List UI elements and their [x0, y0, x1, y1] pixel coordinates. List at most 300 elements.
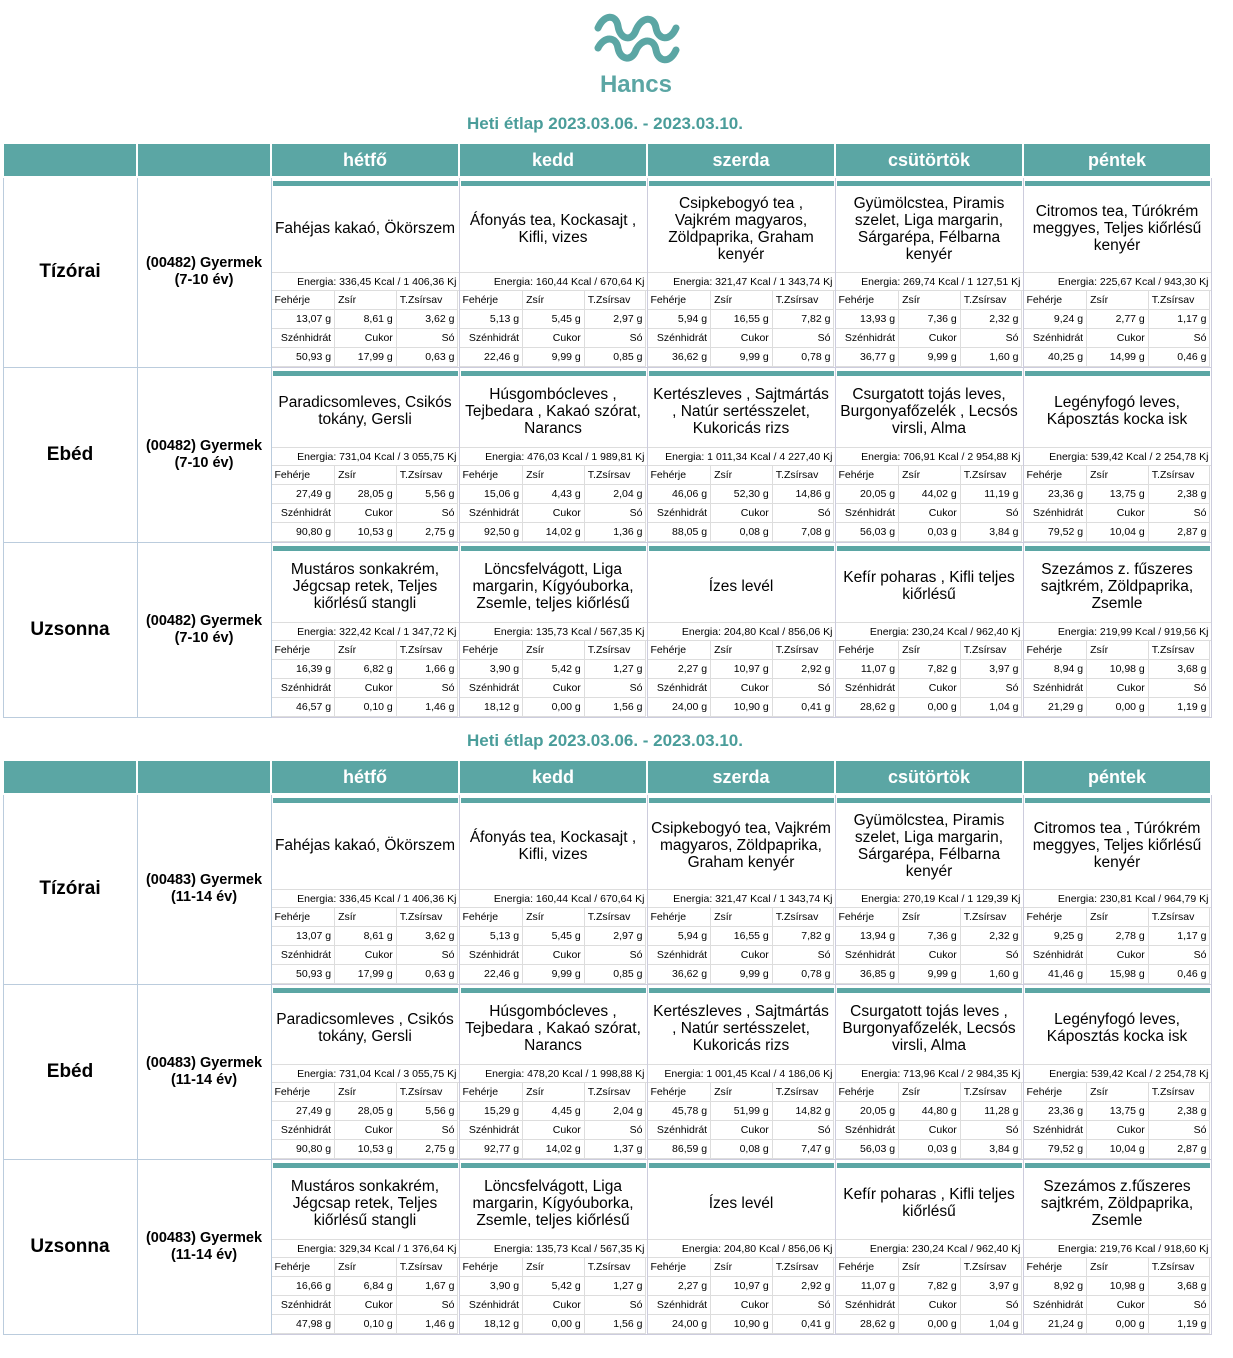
fat-label: Zsír — [335, 1083, 397, 1102]
satfat-value: 2,97 g — [585, 927, 647, 946]
satfat-value: 2,38 g — [1149, 485, 1211, 504]
carb-value: 36,85 g — [836, 965, 900, 984]
energy-value: Energia: 135,73 Kcal / 567,35 Kj — [460, 623, 647, 641]
nutrition-grid — [460, 1258, 647, 1334]
protein-label: Fehérje — [1024, 1083, 1088, 1102]
nutrition-grid — [272, 1083, 459, 1159]
energy-value: Energia: 322,42 Kcal / 1 347,72 Kj — [272, 623, 459, 641]
salt-label: Só — [397, 946, 459, 965]
energy-value: Energia: 204,80 Kcal / 856,06 Kj — [648, 623, 835, 641]
carb-label: Szénhidrát — [836, 1296, 900, 1315]
carb-value: 36,62 g — [648, 965, 712, 984]
carb-label: Szénhidrát — [648, 1121, 712, 1140]
sugar-value: 0,10 g — [335, 698, 397, 717]
carb-label: Szénhidrát — [1024, 1121, 1088, 1140]
energy-value: Energia: 230,81 Kcal / 964,79 Kj — [1024, 890, 1211, 908]
sugar-value: 10,53 g — [335, 1140, 397, 1159]
carb-label: Szénhidrát — [648, 1296, 712, 1315]
salt-value: 0,85 g — [585, 348, 647, 367]
satfat-value: 14,82 g — [773, 1102, 835, 1121]
fat-value: 10,97 g — [711, 660, 773, 679]
satfat-label: T.Zsírsav — [773, 908, 835, 927]
age-group: (00483) Gyermek (11-14 év) — [137, 984, 271, 1159]
nutrition-grid — [1024, 291, 1211, 367]
fat-label: Zsír — [899, 641, 961, 660]
sugar-value: 9,99 g — [899, 965, 961, 984]
energy-value: Energia: 539,42 Kcal / 2 254,78 Kj — [1024, 1065, 1211, 1083]
fat-label: Zsír — [1087, 291, 1149, 310]
carb-value: 36,77 g — [836, 348, 900, 367]
dish-name: Csipkebogyó tea , Vajkrém magyaros, Zöldpaprika, Graham kenyér — [648, 186, 835, 273]
sugar-value: 9,99 g — [523, 965, 585, 984]
menu-cell — [835, 367, 1023, 542]
protein-value: 20,05 g — [836, 485, 900, 504]
age-group: (00482) Gyermek (7-10 év) — [137, 177, 271, 367]
sugar-label: Cukor — [335, 329, 397, 348]
salt-value: 0,46 g — [1149, 965, 1211, 984]
protein-value: 27,49 g — [272, 485, 336, 504]
carb-label: Szénhidrát — [836, 504, 900, 523]
fat-value: 52,30 g — [711, 485, 773, 504]
salt-label: Só — [1149, 1296, 1211, 1315]
satfat-value: 5,56 g — [397, 1102, 459, 1121]
salt-value: 0,63 g — [397, 348, 459, 367]
protein-label: Fehérje — [272, 641, 336, 660]
salt-value: 1,04 g — [961, 698, 1023, 717]
satfat-label: T.Zsírsav — [397, 1258, 459, 1277]
protein-label: Fehérje — [648, 1258, 712, 1277]
protein-value: 2,27 g — [648, 660, 712, 679]
sugar-label: Cukor — [899, 504, 961, 523]
satfat-label: T.Zsírsav — [585, 908, 647, 927]
protein-label: Fehérje — [836, 466, 900, 485]
protein-label: Fehérje — [460, 641, 524, 660]
dish-name: Áfonyás tea, Kockasajt , Kifli, vizes — [460, 803, 647, 890]
sugar-label: Cukor — [899, 329, 961, 348]
sugar-value: 10,04 g — [1087, 523, 1149, 542]
satfat-value: 3,68 g — [1149, 660, 1211, 679]
protein-label: Fehérje — [836, 641, 900, 660]
fat-label: Zsír — [711, 291, 773, 310]
carb-value: 79,52 g — [1024, 1140, 1088, 1159]
protein-value: 23,36 g — [1024, 1102, 1088, 1121]
salt-label: Só — [961, 679, 1023, 698]
sugar-value: 10,90 g — [711, 1315, 773, 1334]
protein-label: Fehérje — [1024, 908, 1088, 927]
energy-value: Energia: 230,24 Kcal / 962,40 Kj — [836, 1240, 1023, 1258]
menu-cell — [271, 542, 459, 717]
carb-label: Szénhidrát — [460, 1296, 524, 1315]
carb-value: 86,59 g — [648, 1140, 712, 1159]
dish-name: Paradicsomleves , Csikós tokány, Gersli — [272, 993, 459, 1065]
energy-value: Energia: 476,03 Kcal / 1 989,81 Kj — [460, 448, 647, 466]
menu-cell — [459, 177, 647, 367]
day-header: szerda — [647, 760, 835, 794]
menu-cell — [835, 984, 1023, 1159]
energy-value: Energia: 713,96 Kcal / 2 984,35 Kj — [836, 1065, 1023, 1083]
meal-row — [3, 794, 1211, 984]
satfat-label: T.Zsírsav — [961, 466, 1023, 485]
carb-value: 24,00 g — [648, 698, 712, 717]
dish-name: Húsgombócleves , Tejbedara , Kakaó szórat, Narancs — [460, 376, 647, 448]
sugar-label: Cukor — [523, 679, 585, 698]
sugar-value: 17,99 g — [335, 965, 397, 984]
satfat-label: T.Zsírsav — [773, 1258, 835, 1277]
sugar-value: 10,53 g — [335, 523, 397, 542]
protein-label: Fehérje — [648, 291, 712, 310]
salt-label: Só — [397, 329, 459, 348]
dish-name: Kertészleves , Sajtmártás , Natúr sertésszelet, Kukoricás rizs — [648, 993, 835, 1065]
satfat-label: T.Zsírsav — [397, 641, 459, 660]
carb-value: 22,46 g — [460, 348, 524, 367]
satfat-label: T.Zsírsav — [585, 1258, 647, 1277]
meal-row — [3, 1159, 1211, 1334]
protein-value: 3,90 g — [460, 1277, 524, 1296]
salt-label: Só — [585, 1121, 647, 1140]
age-group: (00483) Gyermek (11-14 év) — [137, 1159, 271, 1334]
nutrition-grid — [836, 1083, 1023, 1159]
carb-value: 92,50 g — [460, 523, 524, 542]
nutrition-grid — [648, 908, 835, 984]
energy-value: Energia: 269,74 Kcal / 1 127,51 Kj — [836, 273, 1023, 291]
protein-value: 15,29 g — [460, 1102, 524, 1121]
satfat-label: T.Zsírsav — [397, 291, 459, 310]
menu-cell — [647, 984, 835, 1159]
sugar-value: 14,02 g — [523, 523, 585, 542]
protein-label: Fehérje — [1024, 641, 1088, 660]
satfat-value: 2,92 g — [773, 1277, 835, 1296]
menu-section — [2, 759, 1212, 1335]
sugar-label: Cukor — [899, 679, 961, 698]
salt-label: Só — [585, 679, 647, 698]
fat-label: Zsír — [711, 641, 773, 660]
menu-cell — [1023, 984, 1211, 1159]
nutrition-grid — [1024, 466, 1211, 542]
dish-name: Ízes levél — [648, 551, 835, 623]
dish-name: Legényfogó leves, Káposztás kocka isk — [1024, 376, 1211, 448]
salt-label: Só — [961, 946, 1023, 965]
protein-value: 13,07 g — [272, 310, 336, 329]
dish-name: Fahéjas kakaó, Ökörszem — [272, 186, 459, 273]
day-header: kedd — [459, 760, 647, 794]
fat-value: 2,78 g — [1087, 927, 1149, 946]
fat-value: 8,61 g — [335, 310, 397, 329]
salt-value: 0,41 g — [773, 1315, 835, 1334]
sugar-value: 0,10 g — [335, 1315, 397, 1334]
satfat-value: 5,56 g — [397, 485, 459, 504]
carb-value: 40,25 g — [1024, 348, 1088, 367]
nutrition-grid — [836, 641, 1023, 717]
sugar-value: 10,90 g — [711, 698, 773, 717]
energy-value: Energia: 219,76 Kcal / 918,60 Kj — [1024, 1240, 1211, 1258]
menu-cell — [647, 542, 835, 717]
protein-label: Fehérje — [648, 641, 712, 660]
sugar-label: Cukor — [523, 1296, 585, 1315]
protein-label: Fehérje — [460, 291, 524, 310]
satfat-label: T.Zsírsav — [773, 466, 835, 485]
nutrition-grid — [648, 1083, 835, 1159]
satfat-value: 1,67 g — [397, 1277, 459, 1296]
satfat-label: T.Zsírsav — [773, 291, 835, 310]
carb-value: 90,80 g — [272, 1140, 336, 1159]
carb-label: Szénhidrát — [648, 329, 712, 348]
fat-value: 5,42 g — [523, 660, 585, 679]
dish-name: Mustáros sonkakrém, Jégcsap retek, Teljes kiőrlésű stangli — [272, 551, 459, 623]
fat-value: 28,05 g — [335, 1102, 397, 1121]
sugar-label: Cukor — [1087, 946, 1149, 965]
salt-value: 1,04 g — [961, 1315, 1023, 1334]
sugar-label: Cukor — [711, 504, 773, 523]
fat-label: Zsír — [711, 466, 773, 485]
salt-label: Só — [773, 1121, 835, 1140]
fat-label: Zsír — [523, 466, 585, 485]
satfat-value: 7,82 g — [773, 310, 835, 329]
dish-name: Csipkebogyó tea, Vajkrém magyaros, Zöldpaprika, Graham kenyér — [648, 803, 835, 890]
fat-value: 51,99 g — [711, 1102, 773, 1121]
protein-label: Fehérje — [272, 466, 336, 485]
fat-value: 4,45 g — [523, 1102, 585, 1121]
protein-value: 46,06 g — [648, 485, 712, 504]
carb-label: Szénhidrát — [272, 504, 336, 523]
nutrition-grid — [272, 1258, 459, 1334]
satfat-label: T.Zsírsav — [397, 466, 459, 485]
protein-label: Fehérje — [836, 1258, 900, 1277]
dish-name: Szezámos z.fűszeres sajtkrém, Zöldpaprika, Zsemle — [1024, 1168, 1211, 1240]
fat-value: 10,98 g — [1087, 1277, 1149, 1296]
meal-row — [3, 542, 1211, 717]
protein-label: Fehérje — [272, 1083, 336, 1102]
protein-value: 11,07 g — [836, 1277, 900, 1296]
satfat-label: T.Zsírsav — [773, 641, 835, 660]
salt-label: Só — [1149, 329, 1211, 348]
satfat-value: 3,68 g — [1149, 1277, 1211, 1296]
salt-value: 0,78 g — [773, 965, 835, 984]
satfat-value: 1,27 g — [585, 1277, 647, 1296]
protein-value: 23,36 g — [1024, 485, 1088, 504]
menu-cell — [459, 367, 647, 542]
menu-table — [2, 142, 1212, 718]
satfat-value: 1,17 g — [1149, 927, 1211, 946]
protein-value: 15,06 g — [460, 485, 524, 504]
carb-value: 18,12 g — [460, 698, 524, 717]
sugar-value: 0,08 g — [711, 523, 773, 542]
dish-name: Löncsfelvágott, Liga margarin, Kígyóuborka, Zsemle, teljes kiőrlésű — [460, 1168, 647, 1240]
salt-value: 1,46 g — [397, 1315, 459, 1334]
protein-label: Fehérje — [272, 908, 336, 927]
carb-label: Szénhidrát — [1024, 679, 1088, 698]
dish-name: Citromos tea , Túrókrém meggyes, Teljes kiőrlésű kenyér — [1024, 803, 1211, 890]
carb-value: 56,03 g — [836, 1140, 900, 1159]
carb-value: 18,12 g — [460, 1315, 524, 1334]
protein-value: 16,66 g — [272, 1277, 336, 1296]
nutrition-grid — [648, 466, 835, 542]
satfat-label: T.Zsírsav — [585, 1083, 647, 1102]
carb-value: 24,00 g — [648, 1315, 712, 1334]
protein-label: Fehérje — [460, 908, 524, 927]
fat-value: 7,82 g — [899, 1277, 961, 1296]
salt-value: 1,46 g — [397, 698, 459, 717]
carb-value: 28,62 g — [836, 698, 900, 717]
day-header: kedd — [459, 143, 647, 177]
carb-value: 36,62 g — [648, 348, 712, 367]
satfat-value: 1,17 g — [1149, 310, 1211, 329]
menu-cell — [835, 177, 1023, 367]
week-title: Heti étlap 2023.03.06. - 2023.03.10. — [467, 731, 743, 750]
fat-label: Zsír — [335, 291, 397, 310]
carb-label: Szénhidrát — [836, 329, 900, 348]
sugar-label: Cukor — [523, 946, 585, 965]
fat-label: Zsír — [335, 908, 397, 927]
age-group: (00482) Gyermek (7-10 év) — [137, 367, 271, 542]
nutrition-grid — [648, 641, 835, 717]
fat-value: 5,45 g — [523, 927, 585, 946]
fat-value: 28,05 g — [335, 485, 397, 504]
meal-name: Uzsonna — [3, 1159, 137, 1334]
salt-label: Só — [1149, 679, 1211, 698]
salt-value: 0,85 g — [585, 965, 647, 984]
dish-name: Citromos tea, Túrókrém meggyes, Teljes kiőrlésű kenyér — [1024, 186, 1211, 273]
sugar-value: 0,00 g — [523, 1315, 585, 1334]
protein-label: Fehérje — [648, 466, 712, 485]
salt-label: Só — [585, 329, 647, 348]
salt-value: 0,63 g — [397, 965, 459, 984]
sugar-label: Cukor — [523, 1121, 585, 1140]
carb-label: Szénhidrát — [460, 329, 524, 348]
salt-label: Só — [773, 679, 835, 698]
menu-cell — [459, 794, 647, 984]
satfat-label: T.Zsírsav — [961, 1083, 1023, 1102]
carb-value: 50,93 g — [272, 348, 336, 367]
sugar-value: 17,99 g — [335, 348, 397, 367]
protein-label: Fehérje — [1024, 291, 1088, 310]
energy-value: Energia: 731,04 Kcal / 3 055,75 Kj — [272, 448, 459, 466]
carb-value: 21,24 g — [1024, 1315, 1088, 1334]
carb-value: 90,80 g — [272, 523, 336, 542]
sugar-label: Cukor — [335, 504, 397, 523]
menu-cell — [271, 177, 459, 367]
satfat-label: T.Zsírsav — [1149, 1258, 1211, 1277]
fat-value: 16,55 g — [711, 310, 773, 329]
carb-label: Szénhidrát — [1024, 504, 1088, 523]
protein-value: 13,07 g — [272, 927, 336, 946]
header-blank — [3, 143, 137, 177]
day-header: csütörtök — [835, 760, 1023, 794]
carb-value: 56,03 g — [836, 523, 900, 542]
salt-label: Só — [773, 1296, 835, 1315]
meal-row — [3, 367, 1211, 542]
fat-label: Zsír — [523, 908, 585, 927]
carb-value: 28,62 g — [836, 1315, 900, 1334]
protein-value: 16,39 g — [272, 660, 336, 679]
satfat-label: T.Zsírsav — [961, 908, 1023, 927]
carb-label: Szénhidrát — [1024, 946, 1088, 965]
satfat-label: T.Zsírsav — [961, 641, 1023, 660]
energy-value: Energia: 478,20 Kcal / 1 998,88 Kj — [460, 1065, 647, 1083]
fat-value: 8,61 g — [335, 927, 397, 946]
sugar-value: 0,00 g — [523, 698, 585, 717]
protein-label: Fehérje — [460, 1258, 524, 1277]
sugar-label: Cukor — [1087, 1296, 1149, 1315]
satfat-value: 7,82 g — [773, 927, 835, 946]
menu-cell — [835, 794, 1023, 984]
menu-cell — [1023, 177, 1211, 367]
satfat-value: 14,86 g — [773, 485, 835, 504]
nutrition-grid — [836, 908, 1023, 984]
protein-value: 5,13 g — [460, 927, 524, 946]
fat-label: Zsír — [335, 466, 397, 485]
satfat-value: 2,92 g — [773, 660, 835, 679]
protein-label: Fehérje — [460, 1083, 524, 1102]
nutrition-grid — [1024, 641, 1211, 717]
fat-value: 5,42 g — [523, 1277, 585, 1296]
dish-name: Gyümölcstea, Piramis szelet, Liga margarin, Sárgarépa, Félbarna kenyér — [836, 186, 1023, 273]
salt-value: 1,56 g — [585, 698, 647, 717]
salt-value: 1,37 g — [585, 1140, 647, 1159]
sugar-label: Cukor — [335, 1296, 397, 1315]
salt-label: Só — [397, 1296, 459, 1315]
day-header: hétfő — [271, 760, 459, 794]
salt-label: Só — [773, 946, 835, 965]
sugar-label: Cukor — [711, 329, 773, 348]
dish-name: Legényfogó leves, Káposztás kocka isk — [1024, 993, 1211, 1065]
sugar-label: Cukor — [1087, 679, 1149, 698]
satfat-value: 3,62 g — [397, 927, 459, 946]
menu-cell — [1023, 1159, 1211, 1334]
sugar-label: Cukor — [711, 946, 773, 965]
energy-value: Energia: 731,04 Kcal / 3 055,75 Kj — [272, 1065, 459, 1083]
carb-value: 46,57 g — [272, 698, 336, 717]
menu-section — [2, 142, 1212, 718]
satfat-label: T.Zsírsav — [585, 291, 647, 310]
protein-value: 45,78 g — [648, 1102, 712, 1121]
satfat-label: T.Zsírsav — [1149, 641, 1211, 660]
protein-label: Fehérje — [648, 908, 712, 927]
satfat-value: 3,97 g — [961, 1277, 1023, 1296]
salt-label: Só — [961, 1296, 1023, 1315]
satfat-label: T.Zsírsav — [585, 466, 647, 485]
carb-label: Szénhidrát — [1024, 1296, 1088, 1315]
sugar-label: Cukor — [1087, 1121, 1149, 1140]
dish-name: Paradicsomleves, Csikós tokány, Gersli — [272, 376, 459, 448]
satfat-value: 2,38 g — [1149, 1102, 1211, 1121]
fat-value: 6,84 g — [335, 1277, 397, 1296]
satfat-value: 3,97 g — [961, 660, 1023, 679]
menu-cell — [459, 542, 647, 717]
protein-value: 5,13 g — [460, 310, 524, 329]
sugar-value: 0,00 g — [1087, 698, 1149, 717]
energy-value: Energia: 160,44 Kcal / 670,64 Kj — [460, 273, 647, 291]
energy-value: Energia: 204,80 Kcal / 856,06 Kj — [648, 1240, 835, 1258]
energy-value: Energia: 336,45 Kcal / 1 406,36 Kj — [272, 890, 459, 908]
fat-value: 13,75 g — [1087, 485, 1149, 504]
dish-name: Kefír poharas , Kifli teljes kiőrlésű — [836, 551, 1023, 623]
fat-label: Zsír — [899, 908, 961, 927]
menu-cell — [271, 1159, 459, 1334]
day-header: csütörtök — [835, 143, 1023, 177]
satfat-value: 2,04 g — [585, 1102, 647, 1121]
carb-label: Szénhidrát — [272, 329, 336, 348]
sugar-label: Cukor — [711, 1296, 773, 1315]
nutrition-grid — [1024, 1083, 1211, 1159]
energy-value: Energia: 135,73 Kcal / 567,35 Kj — [460, 1240, 647, 1258]
fat-value: 7,36 g — [899, 927, 961, 946]
dish-name: Áfonyás tea, Kockasajt , Kifli, vizes — [460, 186, 647, 273]
satfat-label: T.Zsírsav — [397, 1083, 459, 1102]
day-header: péntek — [1023, 760, 1211, 794]
protein-value: 5,94 g — [648, 927, 712, 946]
salt-value: 1,60 g — [961, 348, 1023, 367]
dish-name: Gyümölcstea, Piramis szelet, Liga margarin, Sárgarépa, Félbarna kenyér — [836, 803, 1023, 890]
